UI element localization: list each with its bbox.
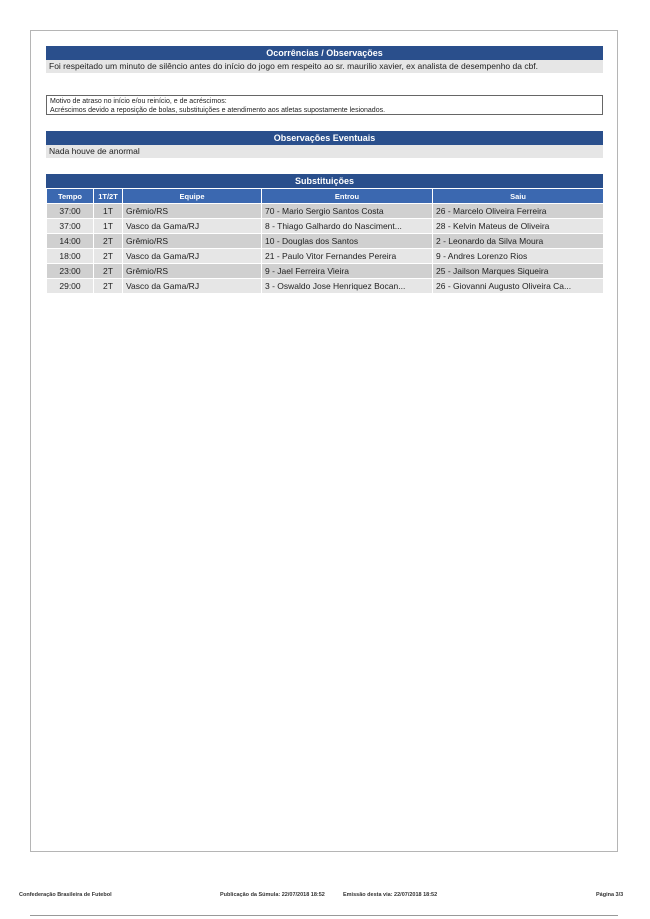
atraso-text: Acréscimos devido a reposição de bolas, substituições e atendimento aos atletas supostamente lesionados. — [50, 107, 386, 114]
footer-org: Confederação Brasileira de Futebol — [19, 892, 112, 898]
cell-equipe: Vasco da Gama/RJ — [123, 249, 262, 264]
cell-equipe: Vasco da Gama/RJ — [123, 219, 262, 234]
substituicoes-section — [46, 174, 603, 294]
cell-saiu: 28 - Kelvin Mateus de Oliveira — [433, 219, 604, 234]
table-row — [47, 234, 604, 249]
cell-entrou: 3 - Oswaldo Jose Henriquez Bocan... — [262, 279, 433, 294]
col-entrou: Entrou — [262, 189, 433, 204]
atraso-box — [46, 95, 603, 115]
observacoes-text: Nada houve de anormal — [46, 145, 603, 158]
table-row — [47, 264, 604, 279]
ocorrencias-header: Ocorrências / Observações — [46, 46, 603, 60]
cell-saiu: 26 - Giovanni Augusto Oliveira Ca... — [433, 279, 604, 294]
cell-periodo: 1T — [94, 219, 123, 234]
cell-entrou: 70 - Mario Sergio Santos Costa — [262, 204, 433, 219]
cell-saiu: 2 - Leonardo da Silva Moura — [433, 234, 604, 249]
observacoes-section — [46, 131, 603, 158]
cell-periodo: 2T — [94, 264, 123, 279]
cell-entrou: 10 - Douglas dos Santos — [262, 234, 433, 249]
cell-tempo: 37:00 — [47, 219, 94, 234]
footer-publicacao: Publicação da Súmula: 22/07/2018 18:52 — [220, 892, 325, 898]
cell-tempo: 23:00 — [47, 264, 94, 279]
footer-pagina: Página 3/3 — [596, 892, 624, 898]
table-row — [47, 279, 604, 294]
col-equipe: Equipe — [123, 189, 262, 204]
cell-periodo: 1T — [94, 204, 123, 219]
cell-tempo: 37:00 — [47, 204, 94, 219]
table-row — [47, 219, 604, 234]
cell-saiu: 26 - Marcelo Oliveira Ferreira — [433, 204, 604, 219]
col-periodo: 1T/2T — [94, 189, 123, 204]
observacoes-header: Observações Eventuais — [46, 131, 603, 145]
cell-periodo: 2T — [94, 234, 123, 249]
ocorrencias-section — [46, 46, 603, 73]
table-row — [47, 249, 604, 264]
page-content — [46, 46, 603, 294]
col-tempo: Tempo — [47, 189, 94, 204]
cell-periodo: 2T — [94, 279, 123, 294]
cell-saiu: 25 - Jailson Marques Siqueira — [433, 264, 604, 279]
cell-periodo: 2T — [94, 249, 123, 264]
cell-entrou: 8 - Thiago Galhardo do Nasciment... — [262, 219, 433, 234]
cell-tempo: 18:00 — [47, 249, 94, 264]
bottom-divider — [30, 915, 618, 916]
col-saiu: Saiu — [433, 189, 604, 204]
cell-tempo: 29:00 — [47, 279, 94, 294]
cell-equipe: Grêmio/RS — [123, 204, 262, 219]
cell-equipe: Grêmio/RS — [123, 234, 262, 249]
ocorrencias-text: Foi respeitado um minuto de silêncio antes do início do jogo em respeito ao sr. maurilio xavier, ex analista de desempenho da cbf. — [46, 60, 603, 73]
atraso-label: Motivo de atraso no início e/ou reinício, e de acréscimos: — [50, 98, 227, 105]
table-header-row — [47, 189, 604, 204]
cell-entrou: 21 - Paulo Vitor Fernandes Pereira — [262, 249, 433, 264]
table-row — [47, 204, 604, 219]
cell-saiu: 9 - Andres Lorenzo Rios — [433, 249, 604, 264]
cell-tempo: 14:00 — [47, 234, 94, 249]
cell-entrou: 9 - Jael Ferreira Vieira — [262, 264, 433, 279]
substituicoes-header: Substituições — [46, 174, 603, 188]
substituicoes-table — [46, 188, 604, 294]
footer-emissao: Emissão desta via: 22/07/2018 18:52 — [343, 892, 438, 898]
cell-equipe: Grêmio/RS — [123, 264, 262, 279]
cell-equipe: Vasco da Gama/RJ — [123, 279, 262, 294]
